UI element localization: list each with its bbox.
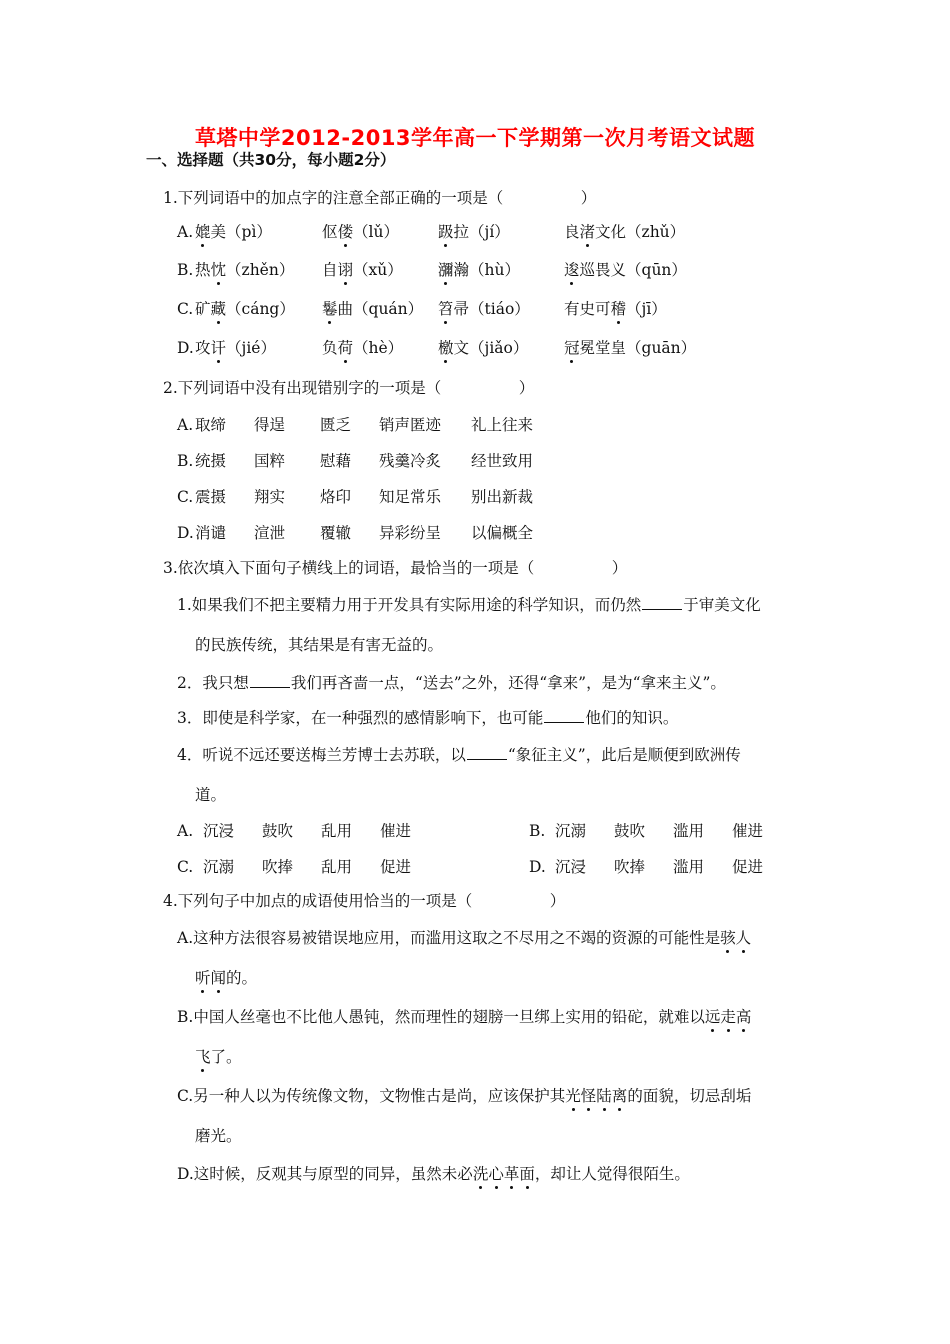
dotted-char: 瀰: [438, 261, 454, 279]
question-4-stem: 4.下列句子中加点的成语使用恰当的一项是（ ）: [163, 892, 566, 910]
option-word: 鬈曲（quán）: [322, 300, 424, 318]
exam-title: 草塔中学2012-2013学年高一下学期第一次月考语文试题: [194, 126, 756, 150]
question-4-option-b-cont: [195, 1047, 242, 1067]
option-text: ，却让人觉得很陌生。: [534, 1165, 690, 1183]
option-word: 统摄: [195, 452, 227, 470]
section-heading: 一、选择题（共30分，每小题2分）: [146, 151, 396, 169]
option-word: 别出新裁: [471, 488, 534, 506]
option-text: 的面貌，切忌刮垢: [627, 1087, 752, 1105]
sentence-text: 3．即使是科学家，在一种强烈的感情影响下，也可能: [177, 709, 544, 727]
question-2-stem: 2.下列词语中没有出现错别字的一项是（ ）: [163, 379, 535, 397]
question-3-sentence-1-cont: 的民族传统，其结果是有害无益的。: [195, 636, 444, 654]
option-word: 催进: [732, 822, 764, 840]
option-word: 攻讦（jié）: [195, 339, 276, 357]
option-word: 媲美（pì）: [195, 223, 272, 241]
option-word: 乱用: [321, 858, 353, 876]
option-word: 渲泄: [254, 524, 286, 542]
dotted-char: 忱: [210, 261, 227, 279]
fill-blank: [250, 673, 290, 688]
option-word: 伛偻（lǔ）: [322, 223, 399, 241]
option-label: B.: [529, 822, 546, 840]
option-label: A.: [177, 416, 194, 434]
option-label: C.: [177, 300, 194, 318]
option-word: 销声匿迹: [379, 416, 442, 434]
option-word: 以偏概全: [471, 524, 534, 542]
option-label: D.: [177, 524, 194, 542]
question-3-stem: 3.依次填入下面句子横线上的词语，最恰当的一项是（ ）: [163, 559, 628, 577]
dotted-char: 稽: [610, 300, 627, 318]
question-4-option-c: [177, 1086, 751, 1106]
dotted-idiom: 听闻: [195, 969, 227, 987]
option-word: 礼上往来: [471, 416, 534, 434]
option-word: 矿藏（cáng）: [195, 300, 295, 318]
sentence-text: 他们的知识。: [585, 709, 679, 727]
dotted-idiom: 骇人: [720, 929, 752, 947]
option-label: B.: [177, 261, 194, 279]
option-word: 翔实: [254, 488, 286, 506]
option-word: 逡巡畏义（qūn）: [564, 261, 687, 279]
option-word: 冠冕堂皇（guān）: [564, 339, 697, 357]
option-word: 消谴: [195, 524, 227, 542]
option-text: D.这时候，反观其与原型的同异，虽然未必: [177, 1165, 473, 1183]
dotted-char: 笤: [438, 300, 454, 318]
option-label: C.: [177, 858, 194, 876]
option-word: 滥用: [673, 858, 705, 876]
sentence-text: 于审美文化: [683, 596, 761, 614]
dotted-char: 檄: [438, 339, 454, 357]
option-word: 沉浸: [555, 858, 587, 876]
option-word: 催进: [380, 822, 412, 840]
dotted-char: 藏: [210, 300, 227, 318]
fill-blank: [642, 595, 682, 610]
option-label: B.: [177, 452, 194, 470]
question-1-stem: 1.下列词语中的加点字的注意全部正确的一项是（ ）: [163, 189, 597, 207]
option-word: 匮乏: [320, 416, 352, 434]
sentence-text: 我们再吝啬一点，“送去”之外，还得“拿来”，是为“拿来主义”。: [290, 674, 726, 692]
option-word: 国粹: [254, 452, 286, 470]
option-word: 促进: [380, 858, 412, 876]
sentence-text: 1.如果我们不把主要精力用于开发具有实际用途的科学知识，而仍然: [177, 596, 642, 614]
option-word: 檄文（jiǎo）: [438, 339, 529, 357]
dotted-char: 逡: [564, 261, 580, 279]
dotted-char: 荷: [337, 339, 354, 357]
option-word: 鼓吹: [262, 822, 294, 840]
option-word: 残羹冷炙: [379, 452, 442, 470]
dotted-char: 渚: [579, 223, 596, 241]
option-text: B.中国人丝毫也不比他人愚钝，然而理性的翅膀一旦绑上实用的铅砣，就难以: [177, 1008, 705, 1026]
dotted-char: 偻: [337, 223, 354, 241]
sentence-text: 4．听说不远还要送梅兰芳博士去苏联，以: [177, 746, 466, 764]
option-word: 取缔: [195, 416, 227, 434]
dotted-char: 鬈: [322, 300, 338, 318]
dotted-char: 诩: [337, 261, 354, 279]
option-label: D.: [529, 858, 546, 876]
question-4-option-a-cont: [195, 968, 257, 988]
option-word: 乱用: [321, 822, 353, 840]
dotted-char: 趿: [438, 223, 454, 241]
dotted-idiom: 远走高: [704, 1008, 752, 1026]
option-word: 瀰瀚（hù）: [438, 261, 520, 279]
option-label: A.: [177, 223, 194, 241]
option-text: 的。: [226, 969, 258, 987]
option-word: 沉溺: [555, 822, 587, 840]
option-word: 知足常乐: [379, 488, 442, 506]
option-label: C.: [177, 488, 194, 506]
option-word: 滥用: [673, 822, 705, 840]
question-3-sentence-1: [177, 595, 761, 615]
question-4-option-d: [177, 1164, 690, 1184]
option-word: 趿拉（jí）: [438, 223, 510, 241]
sentence-text: 2．我只想: [177, 674, 249, 692]
dotted-idiom: 光怪陆离: [565, 1087, 628, 1105]
option-word: 热忱（zhěn）: [195, 261, 295, 279]
option-word: 负荷（hè）: [322, 339, 404, 357]
option-word: 烙印: [320, 488, 352, 506]
question-3-sentence-4-cont: 道。: [195, 786, 227, 804]
dotted-char: 冠: [564, 339, 580, 357]
dotted-idiom: 洗心革面: [472, 1165, 535, 1183]
sentence-text: “象征主义”，此后是顺便到欧洲传: [507, 746, 741, 764]
dotted-char: 讦: [210, 339, 227, 357]
fill-blank: [467, 745, 507, 760]
option-label: A.: [177, 822, 194, 840]
option-label: D.: [177, 339, 194, 357]
dotted-char: 媲: [195, 223, 211, 241]
option-word: 异彩纷呈: [379, 524, 442, 542]
option-word: 吹捧: [614, 858, 646, 876]
dotted-idiom: 飞: [195, 1048, 211, 1066]
question-4-option-a: [177, 928, 751, 948]
option-word: 震摄: [195, 488, 227, 506]
option-word: 经世致用: [471, 452, 534, 470]
option-text: C.另一种人以为传统像文物，文物惟古是尚，应该保护其: [177, 1087, 566, 1105]
option-word: 促进: [732, 858, 764, 876]
option-word: 有史可稽（jī）: [564, 300, 667, 318]
option-text: A.这种方法很容易被错误地应用，而滥用这取之不尽用之不竭的资源的可能性是: [177, 929, 721, 947]
option-word: 自诩（xǔ）: [322, 261, 403, 279]
option-word: 沉溺: [203, 858, 235, 876]
option-word: 笤帚（tiáo）: [438, 300, 530, 318]
fill-blank: [544, 708, 584, 723]
option-word: 吹捧: [262, 858, 294, 876]
option-word: 鼓吹: [614, 822, 646, 840]
option-word: 良渚文化（zhǔ）: [564, 223, 686, 241]
question-4-option-b: [177, 1007, 751, 1027]
option-word: 沉浸: [203, 822, 235, 840]
question-4-option-c-cont: 磨光。: [195, 1127, 242, 1145]
question-3-sentence-2: [177, 673, 726, 693]
option-word: 得逞: [254, 416, 286, 434]
option-word: 慰藉: [320, 452, 352, 470]
question-3-sentence-3: [177, 708, 678, 728]
question-3-sentence-4: [177, 745, 741, 765]
option-word: 覆辙: [320, 524, 352, 542]
option-text: 了。: [210, 1048, 242, 1066]
